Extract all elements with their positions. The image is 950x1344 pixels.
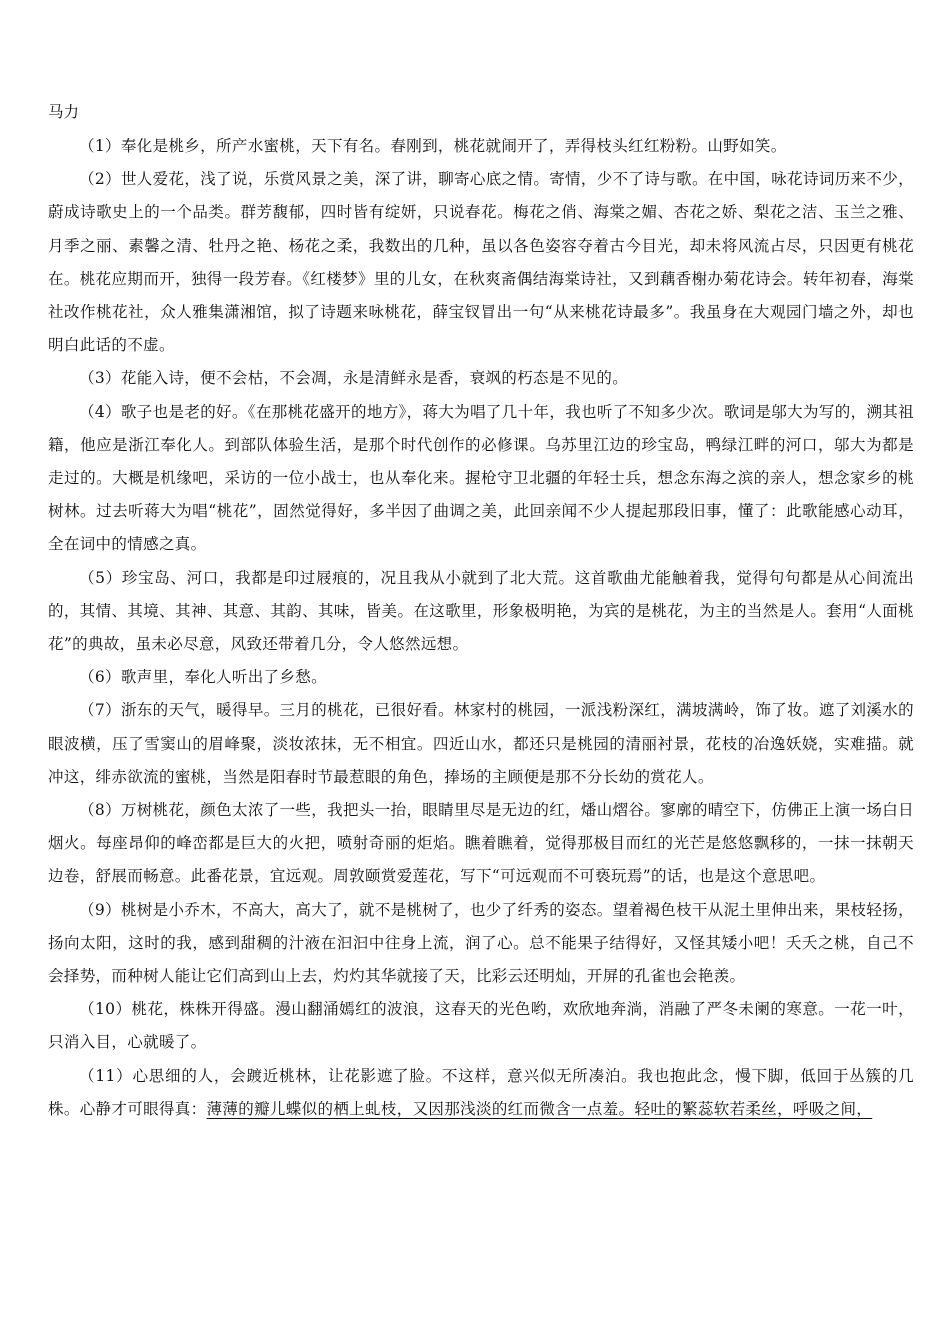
- paragraph-1: （1）奉化是桃乡，所产水蜜桃，天下有名。春刚到，桃花就闹开了，弄得枝头红红粉粉。山野如笑。: [79, 137, 787, 155]
- underlined-excerpt: 薄薄的瓣儿蝶似的栖上虬枝，又因那浅淡的红而微含一点羞。轻吐的繁蕊软若柔丝，呼吸之间，: [206, 1099, 873, 1118]
- paragraph-5: （5）珍宝岛、河口，我都是印过屐痕的，况且我从小就到了北大荒。这首歌曲尤能触着我，觉得句句都是从心间流出的，其情、其境、其神、其意、其韵、其味，皆美。在这歌里，形象极明艳，为宾的是桃花，为主的当然是人。套用“人面桃花”的典故，虽未必尽意，风致还带着几分，令人悠然远想。: [48, 568, 914, 654]
- paragraph-10: （10）桃花，株株开得盛。漫山翻涌嫣红的波浪，这春天的光色哟，欢欣地奔淌，消融了严冬未阑的寒意。一花一叶，只消入目，心就暖了。: [48, 1000, 914, 1052]
- paragraph-7: （7）浙东的天气，暖得早。三月的桃花，已很好看。林家村的桃园，一派浅粉深红，满坡满岭，饰了妆。遮了刘溪水的眼波横，压了雪窦山的眉峰聚，淡妆浓抹，无不相宜。四近山水，都还只是桃园的清丽衬景，花枝的冶逸妖娆，实难描。就冲这，绯赤欲流的蜜桃，当然是阳春时节最惹眼的角色，捧场的主顾便是那不分长幼的赏花人。: [48, 701, 914, 786]
- author-name: 马力: [48, 103, 80, 121]
- article-body: [48, 130, 914, 1126]
- paragraph-6: （6）歌声里，奉化人听出了乡愁。: [79, 668, 327, 687]
- paragraph-11-lead: （11）心思细的人，会踱近桃林，让花影遮了脸。不这样，意兴似无所凑泊。我也抱此念，慢下脚，低回于丛簇的几株。心静才可眼得真：: [48, 1066, 914, 1118]
- paragraph-11: [48, 1060, 914, 1126]
- paragraph-4: （4）歌子也是老的好。《在那桃花盛开的地方》，蒋大为唱了几十年，我也听了不知多少次。歌词是邬大为写的，溯其祖籍，他应是浙江奉化人。到部队体验生活，是那个时代创作的必修课。乌苏里江边的珍宝岛，鸭绿江畔的河口，邬大为都是走过的。大概是机缘吧，采访的一位小战士，也从奉化来。握枪守卫北疆的年轻士兵，想念东海之滨的亲人，想念家乡的桃树林。过去听蒋大为唱“桃花”，固然觉得好，多半因了曲调之美，此回亲闻不少人提起那段旧事，懂了：此歌能感心动耳，全在词中的情感之真。: [48, 402, 914, 554]
- paragraph-8: （8）万树桃花，颜色太浓了一些，我把头一抬，眼睛里尽是无边的红，燔山熠谷。寥廓的晴空下，仿佛正上演一场白日烟火。每座昂仰的峰峦都是巨大的火把，喷射奇丽的炬焰。瞧着瞧着，觉得那极目而红的光芒是悠悠飘移的，一抹一抹朝天边卷，舒展而畅意。此番花景，宜远观。周敦颐赏爱莲花，写下“可远观而不可亵玩焉”的话，也是这个意思吧。: [48, 801, 914, 886]
- paragraph-3: （3）花能入诗，便不会枯，不会凋，永是清鲜永是香，衰飒的朽态是不见的。: [79, 369, 629, 388]
- paragraph-9: （9）桃树是小乔木，不高大，高大了，就不是桃树了，也少了纤秀的姿态。望着褐色枝干从泥土里伸出来，果枝轻扬，扬向太阳，这时的我，感到甜稠的汁液在汩汩中往身上流，润了心。总不能果子结得好，又怪其矮小吧！夭夭之桃，自己不会择势，而种树人能让它们高到山上去，灼灼其华就接了天，比彩云还明灿，开屏的孔雀也会艳羡。: [48, 900, 914, 986]
- paragraph-2: （2）世人爱花，浅了说，乐赏风景之美，深了讲，聊寄心底之情。寄情，少不了诗与歌。在中国，咏花诗词历来不少，蔚成诗歌史上的一个品类。群芳馥郁，四时皆有绽妍，只说春花。梅花之俏、海棠之媚、杏花之娇、梨花之洁、玉兰之雅、月季之丽、素馨之清、牡丹之艳、杨花之柔，我数出的几种，虽以各色姿容夺着古今目光，却未将风流占尽，只因更有桃花在。桃花应期而开，独得一段芳春。《红楼梦》里的儿女，在秋爽斋偶结海棠诗社，又到藕香榭办菊花诗会。转年初春，海棠社改作桃花社，众人雅集潇湘馆，拟了诗题来咏桃花，薛宝钗冒出一句“从来桃花诗最多”。我虽身在大观园门墙之外，却也明白此话的不虚。: [48, 170, 914, 355]
